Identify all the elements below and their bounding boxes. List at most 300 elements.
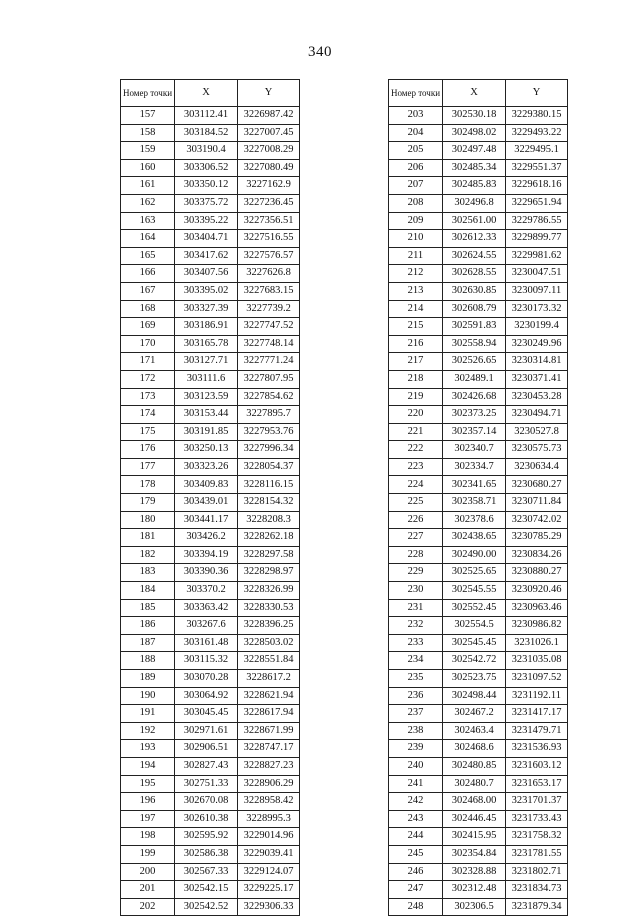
x-coordinate-cell: 302630.85 — [443, 282, 506, 300]
point-number-cell: 193 — [121, 740, 175, 758]
x-coordinate-cell: 303350.12 — [175, 177, 238, 195]
point-number-cell: 158 — [121, 124, 175, 142]
table-row — [389, 599, 568, 617]
y-coordinate-cell: 3230047.51 — [506, 265, 568, 283]
coordinates-table-right — [388, 79, 568, 916]
point-number-cell: 239 — [389, 740, 443, 758]
x-coordinate-cell: 302354.84 — [443, 845, 506, 863]
table-row — [121, 775, 300, 793]
point-number-cell: 192 — [121, 722, 175, 740]
table-row — [389, 423, 568, 441]
point-number-cell: 212 — [389, 265, 443, 283]
point-number-cell: 235 — [389, 670, 443, 688]
x-coordinate-cell: 302498.02 — [443, 124, 506, 142]
table-row — [389, 793, 568, 811]
y-coordinate-cell: 3228827.23 — [238, 757, 300, 775]
x-coordinate-cell: 303375.72 — [175, 194, 238, 212]
point-number-cell: 204 — [389, 124, 443, 142]
y-coordinate-cell: 3230785.29 — [506, 529, 568, 547]
y-coordinate-cell: 3229495.1 — [506, 142, 568, 160]
table-row — [389, 458, 568, 476]
x-coordinate-cell: 302467.2 — [443, 705, 506, 723]
point-number-cell: 169 — [121, 318, 175, 336]
point-number-cell: 220 — [389, 406, 443, 424]
y-coordinate-cell: 3231603.12 — [506, 757, 568, 775]
x-coordinate-cell: 302378.6 — [443, 511, 506, 529]
x-coordinate-cell: 303323.26 — [175, 458, 238, 476]
y-coordinate-cell: 3231834.73 — [506, 881, 568, 899]
table-row — [121, 564, 300, 582]
point-number-cell: 186 — [121, 617, 175, 635]
y-coordinate-cell: 3227162.9 — [238, 177, 300, 195]
table-row — [121, 388, 300, 406]
x-coordinate-cell: 302357.14 — [443, 423, 506, 441]
x-coordinate-cell: 303186.91 — [175, 318, 238, 336]
point-number-cell: 227 — [389, 529, 443, 547]
point-number-cell: 230 — [389, 582, 443, 600]
table-row — [389, 441, 568, 459]
y-coordinate-cell: 3231653.17 — [506, 775, 568, 793]
point-number-cell: 222 — [389, 441, 443, 459]
y-coordinate-cell: 3227008.29 — [238, 142, 300, 160]
table-row — [389, 670, 568, 688]
x-coordinate-cell: 303306.52 — [175, 159, 238, 177]
point-number-cell: 240 — [389, 757, 443, 775]
point-number-cell: 226 — [389, 511, 443, 529]
y-coordinate-cell: 3229380.15 — [506, 107, 568, 125]
y-coordinate-cell: 3229225.17 — [238, 881, 300, 899]
table-row — [121, 898, 300, 916]
x-coordinate-cell: 303267.6 — [175, 617, 238, 635]
table-row — [389, 406, 568, 424]
point-number-cell: 196 — [121, 793, 175, 811]
y-coordinate-cell: 3227748.14 — [238, 335, 300, 353]
table-row — [121, 617, 300, 635]
y-coordinate-cell: 3230097.11 — [506, 282, 568, 300]
y-coordinate-cell: 3231758.32 — [506, 828, 568, 846]
x-coordinate-cell: 302542.72 — [443, 652, 506, 670]
x-coordinate-cell: 302358.71 — [443, 494, 506, 512]
x-coordinate-cell: 302498.44 — [443, 687, 506, 705]
x-coordinate-cell: 302906.51 — [175, 740, 238, 758]
table-row — [389, 828, 568, 846]
point-number-cell: 201 — [121, 881, 175, 899]
y-coordinate-cell: 3228116.15 — [238, 476, 300, 494]
table-row — [389, 124, 568, 142]
y-coordinate-cell: 3230199.4 — [506, 318, 568, 336]
table-row — [389, 845, 568, 863]
y-coordinate-cell: 3228621.94 — [238, 687, 300, 705]
y-coordinate-cell: 3227626.8 — [238, 265, 300, 283]
point-number-cell: 183 — [121, 564, 175, 582]
y-coordinate-cell: 3230371.41 — [506, 370, 568, 388]
point-number-cell: 185 — [121, 599, 175, 617]
y-coordinate-cell: 3230453.28 — [506, 388, 568, 406]
table-row — [389, 511, 568, 529]
table-row — [121, 194, 300, 212]
table-row — [121, 124, 300, 142]
y-coordinate-cell: 3228958.42 — [238, 793, 300, 811]
y-coordinate-cell: 3227747.52 — [238, 318, 300, 336]
y-coordinate-cell: 3230711.84 — [506, 494, 568, 512]
x-coordinate-cell: 302827.43 — [175, 757, 238, 775]
table-row — [121, 423, 300, 441]
table-row — [389, 159, 568, 177]
table-row — [389, 634, 568, 652]
point-number-cell: 161 — [121, 177, 175, 195]
point-number-cell: 228 — [389, 546, 443, 564]
table-row — [389, 142, 568, 160]
y-coordinate-cell: 3231733.43 — [506, 810, 568, 828]
point-number-cell: 238 — [389, 722, 443, 740]
table-row — [389, 617, 568, 635]
table-row — [121, 511, 300, 529]
x-coordinate-cell: 302558.94 — [443, 335, 506, 353]
header-y: Y — [506, 80, 568, 107]
point-number-cell: 223 — [389, 458, 443, 476]
table-row — [121, 652, 300, 670]
point-number-cell: 209 — [389, 212, 443, 230]
table-row — [121, 353, 300, 371]
x-coordinate-cell: 303045.45 — [175, 705, 238, 723]
table-row — [121, 441, 300, 459]
x-coordinate-cell: 302446.45 — [443, 810, 506, 828]
y-coordinate-cell: 3229981.62 — [506, 247, 568, 265]
table-row — [389, 353, 568, 371]
y-coordinate-cell: 3228262.18 — [238, 529, 300, 547]
y-coordinate-cell: 3227576.57 — [238, 247, 300, 265]
x-coordinate-cell: 303390.36 — [175, 564, 238, 582]
x-coordinate-cell: 302480.85 — [443, 757, 506, 775]
x-coordinate-cell: 302485.83 — [443, 177, 506, 195]
y-coordinate-cell: 3227236.45 — [238, 194, 300, 212]
x-coordinate-cell: 302586.38 — [175, 845, 238, 863]
y-coordinate-cell: 3230494.71 — [506, 406, 568, 424]
y-coordinate-cell: 3230680.27 — [506, 476, 568, 494]
point-number-cell: 216 — [389, 335, 443, 353]
y-coordinate-cell: 3230986.82 — [506, 617, 568, 635]
y-coordinate-cell: 3231781.55 — [506, 845, 568, 863]
table-row — [389, 810, 568, 828]
table-row — [121, 722, 300, 740]
x-coordinate-cell: 303250.13 — [175, 441, 238, 459]
y-coordinate-cell: 3229014.96 — [238, 828, 300, 846]
x-coordinate-cell: 302463.4 — [443, 722, 506, 740]
x-coordinate-cell: 302545.45 — [443, 634, 506, 652]
table-row — [389, 757, 568, 775]
x-coordinate-cell: 302312.48 — [443, 881, 506, 899]
table-row — [121, 335, 300, 353]
point-number-cell: 198 — [121, 828, 175, 846]
x-coordinate-cell: 302525.65 — [443, 564, 506, 582]
table-row — [121, 845, 300, 863]
x-coordinate-cell: 303441.17 — [175, 511, 238, 529]
point-number-cell: 173 — [121, 388, 175, 406]
y-coordinate-cell: 3228995.3 — [238, 810, 300, 828]
table-row — [121, 757, 300, 775]
point-number-cell: 164 — [121, 230, 175, 248]
point-number-cell: 244 — [389, 828, 443, 846]
header-point-number: Номер точки — [389, 80, 443, 107]
point-number-cell: 242 — [389, 793, 443, 811]
table-row — [389, 529, 568, 547]
point-number-cell: 207 — [389, 177, 443, 195]
table-row — [389, 388, 568, 406]
y-coordinate-cell: 3230527.8 — [506, 423, 568, 441]
y-coordinate-cell: 3227356.51 — [238, 212, 300, 230]
point-number-cell: 168 — [121, 300, 175, 318]
point-number-cell: 166 — [121, 265, 175, 283]
x-coordinate-cell: 303112.41 — [175, 107, 238, 125]
table-row — [389, 177, 568, 195]
point-number-cell: 200 — [121, 863, 175, 881]
x-coordinate-cell: 302496.8 — [443, 194, 506, 212]
x-coordinate-cell: 303165.78 — [175, 335, 238, 353]
table-header-row — [389, 80, 568, 107]
y-coordinate-cell: 3229306.33 — [238, 898, 300, 916]
table-row — [121, 599, 300, 617]
point-number-cell: 172 — [121, 370, 175, 388]
table-row — [121, 529, 300, 547]
point-number-cell: 231 — [389, 599, 443, 617]
x-coordinate-cell: 302591.83 — [443, 318, 506, 336]
x-coordinate-cell: 302468.6 — [443, 740, 506, 758]
y-coordinate-cell: 3229651.94 — [506, 194, 568, 212]
point-number-cell: 225 — [389, 494, 443, 512]
y-coordinate-cell: 3228906.29 — [238, 775, 300, 793]
y-coordinate-cell: 3227683.15 — [238, 282, 300, 300]
table-row — [121, 318, 300, 336]
table-row — [389, 230, 568, 248]
table-row — [389, 107, 568, 125]
x-coordinate-cell: 303161.48 — [175, 634, 238, 652]
x-coordinate-cell: 303426.2 — [175, 529, 238, 547]
y-coordinate-cell: 3230314.81 — [506, 353, 568, 371]
point-number-cell: 184 — [121, 582, 175, 600]
y-coordinate-cell: 3231701.37 — [506, 793, 568, 811]
point-number-cell: 179 — [121, 494, 175, 512]
y-coordinate-cell: 3226987.42 — [238, 107, 300, 125]
x-coordinate-cell: 303394.19 — [175, 546, 238, 564]
table-row — [121, 107, 300, 125]
y-coordinate-cell: 3229124.07 — [238, 863, 300, 881]
x-coordinate-cell: 303409.83 — [175, 476, 238, 494]
header-x: X — [443, 80, 506, 107]
point-number-cell: 208 — [389, 194, 443, 212]
x-coordinate-cell: 303190.4 — [175, 142, 238, 160]
y-coordinate-cell: 3229493.22 — [506, 124, 568, 142]
table-row — [121, 546, 300, 564]
table-row — [389, 546, 568, 564]
x-coordinate-cell: 302554.5 — [443, 617, 506, 635]
y-coordinate-cell: 3228326.99 — [238, 582, 300, 600]
y-coordinate-cell: 3228551.84 — [238, 652, 300, 670]
x-coordinate-cell: 303070.28 — [175, 670, 238, 688]
y-coordinate-cell: 3231026.1 — [506, 634, 568, 652]
table-row — [389, 476, 568, 494]
table-row — [121, 265, 300, 283]
x-coordinate-cell: 302552.45 — [443, 599, 506, 617]
x-coordinate-cell: 302341.65 — [443, 476, 506, 494]
point-number-cell: 248 — [389, 898, 443, 916]
x-coordinate-cell: 302523.75 — [443, 670, 506, 688]
point-number-cell: 202 — [121, 898, 175, 916]
x-coordinate-cell: 302485.34 — [443, 159, 506, 177]
point-number-cell: 206 — [389, 159, 443, 177]
x-coordinate-cell: 303064.92 — [175, 687, 238, 705]
table-row — [121, 282, 300, 300]
x-coordinate-cell: 302612.33 — [443, 230, 506, 248]
point-number-cell: 174 — [121, 406, 175, 424]
point-number-cell: 241 — [389, 775, 443, 793]
table-row — [389, 318, 568, 336]
point-number-cell: 229 — [389, 564, 443, 582]
table-row — [389, 775, 568, 793]
table-row — [121, 159, 300, 177]
point-number-cell: 167 — [121, 282, 175, 300]
table-row — [121, 476, 300, 494]
x-coordinate-cell: 302542.52 — [175, 898, 238, 916]
point-number-cell: 165 — [121, 247, 175, 265]
y-coordinate-cell: 3227895.7 — [238, 406, 300, 424]
table-row — [389, 335, 568, 353]
point-number-cell: 237 — [389, 705, 443, 723]
point-number-cell: 199 — [121, 845, 175, 863]
x-coordinate-cell: 302670.08 — [175, 793, 238, 811]
x-coordinate-cell: 302567.33 — [175, 863, 238, 881]
y-coordinate-cell: 3231097.52 — [506, 670, 568, 688]
table-row — [121, 406, 300, 424]
table-row — [121, 863, 300, 881]
table-row — [121, 810, 300, 828]
point-number-cell: 197 — [121, 810, 175, 828]
point-number-cell: 236 — [389, 687, 443, 705]
table-row — [121, 582, 300, 600]
y-coordinate-cell: 3228671.99 — [238, 722, 300, 740]
table-row — [389, 740, 568, 758]
point-number-cell: 195 — [121, 775, 175, 793]
table-row — [121, 230, 300, 248]
table-row — [389, 705, 568, 723]
point-number-cell: 232 — [389, 617, 443, 635]
table-row — [389, 881, 568, 899]
table-row — [389, 265, 568, 283]
point-number-cell: 182 — [121, 546, 175, 564]
x-coordinate-cell: 303127.71 — [175, 353, 238, 371]
x-coordinate-cell: 302415.95 — [443, 828, 506, 846]
table-row — [389, 652, 568, 670]
table-row — [121, 881, 300, 899]
y-coordinate-cell: 3228297.58 — [238, 546, 300, 564]
table-row — [389, 212, 568, 230]
y-coordinate-cell: 3227854.62 — [238, 388, 300, 406]
table-row — [389, 722, 568, 740]
point-number-cell: 221 — [389, 423, 443, 441]
x-coordinate-cell: 302373.25 — [443, 406, 506, 424]
x-coordinate-cell: 302334.7 — [443, 458, 506, 476]
point-number-cell: 247 — [389, 881, 443, 899]
point-number-cell: 217 — [389, 353, 443, 371]
point-number-cell: 177 — [121, 458, 175, 476]
x-coordinate-cell: 302595.92 — [175, 828, 238, 846]
x-coordinate-cell: 303417.62 — [175, 247, 238, 265]
x-coordinate-cell: 303123.59 — [175, 388, 238, 406]
x-coordinate-cell: 302306.5 — [443, 898, 506, 916]
table-row — [121, 705, 300, 723]
y-coordinate-cell: 3230880.27 — [506, 564, 568, 582]
x-coordinate-cell: 302610.38 — [175, 810, 238, 828]
x-coordinate-cell: 303111.6 — [175, 370, 238, 388]
x-coordinate-cell: 302468.00 — [443, 793, 506, 811]
x-coordinate-cell: 302490.00 — [443, 546, 506, 564]
x-coordinate-cell: 302526.65 — [443, 353, 506, 371]
table-row — [121, 828, 300, 846]
y-coordinate-cell: 3227953.76 — [238, 423, 300, 441]
x-coordinate-cell: 302480.7 — [443, 775, 506, 793]
x-coordinate-cell: 303363.42 — [175, 599, 238, 617]
x-coordinate-cell: 303395.02 — [175, 282, 238, 300]
point-number-cell: 194 — [121, 757, 175, 775]
x-coordinate-cell: 303153.44 — [175, 406, 238, 424]
table-row — [121, 494, 300, 512]
point-number-cell: 218 — [389, 370, 443, 388]
y-coordinate-cell: 3229039.41 — [238, 845, 300, 863]
point-number-cell: 187 — [121, 634, 175, 652]
y-coordinate-cell: 3229786.55 — [506, 212, 568, 230]
x-coordinate-cell: 302751.33 — [175, 775, 238, 793]
x-coordinate-cell: 302624.55 — [443, 247, 506, 265]
point-number-cell: 176 — [121, 441, 175, 459]
x-coordinate-cell: 302971.61 — [175, 722, 238, 740]
y-coordinate-cell: 3227771.24 — [238, 353, 300, 371]
table-row — [389, 863, 568, 881]
header-y: Y — [238, 80, 300, 107]
table-row — [389, 282, 568, 300]
y-coordinate-cell: 3231192.11 — [506, 687, 568, 705]
x-coordinate-cell: 303407.56 — [175, 265, 238, 283]
y-coordinate-cell: 3230920.46 — [506, 582, 568, 600]
point-number-cell: 213 — [389, 282, 443, 300]
y-coordinate-cell: 3230249.96 — [506, 335, 568, 353]
point-number-cell: 245 — [389, 845, 443, 863]
x-coordinate-cell: 302530.18 — [443, 107, 506, 125]
table-row — [121, 142, 300, 160]
point-number-cell: 180 — [121, 511, 175, 529]
table-row — [389, 247, 568, 265]
table-row — [121, 458, 300, 476]
table-row — [121, 177, 300, 195]
x-coordinate-cell: 302328.88 — [443, 863, 506, 881]
x-coordinate-cell: 302628.55 — [443, 265, 506, 283]
y-coordinate-cell: 3229551.37 — [506, 159, 568, 177]
table-row — [121, 740, 300, 758]
y-coordinate-cell: 3227516.55 — [238, 230, 300, 248]
point-number-cell: 191 — [121, 705, 175, 723]
point-number-cell: 163 — [121, 212, 175, 230]
x-coordinate-cell: 303115.32 — [175, 652, 238, 670]
y-coordinate-cell: 3228298.97 — [238, 564, 300, 582]
point-number-cell: 246 — [389, 863, 443, 881]
table-row — [389, 300, 568, 318]
table-row — [389, 898, 568, 916]
header-x: X — [175, 80, 238, 107]
point-number-cell: 157 — [121, 107, 175, 125]
y-coordinate-cell: 3228396.25 — [238, 617, 300, 635]
y-coordinate-cell: 3231802.71 — [506, 863, 568, 881]
y-coordinate-cell: 3230834.26 — [506, 546, 568, 564]
point-number-cell: 162 — [121, 194, 175, 212]
point-number-cell: 159 — [121, 142, 175, 160]
